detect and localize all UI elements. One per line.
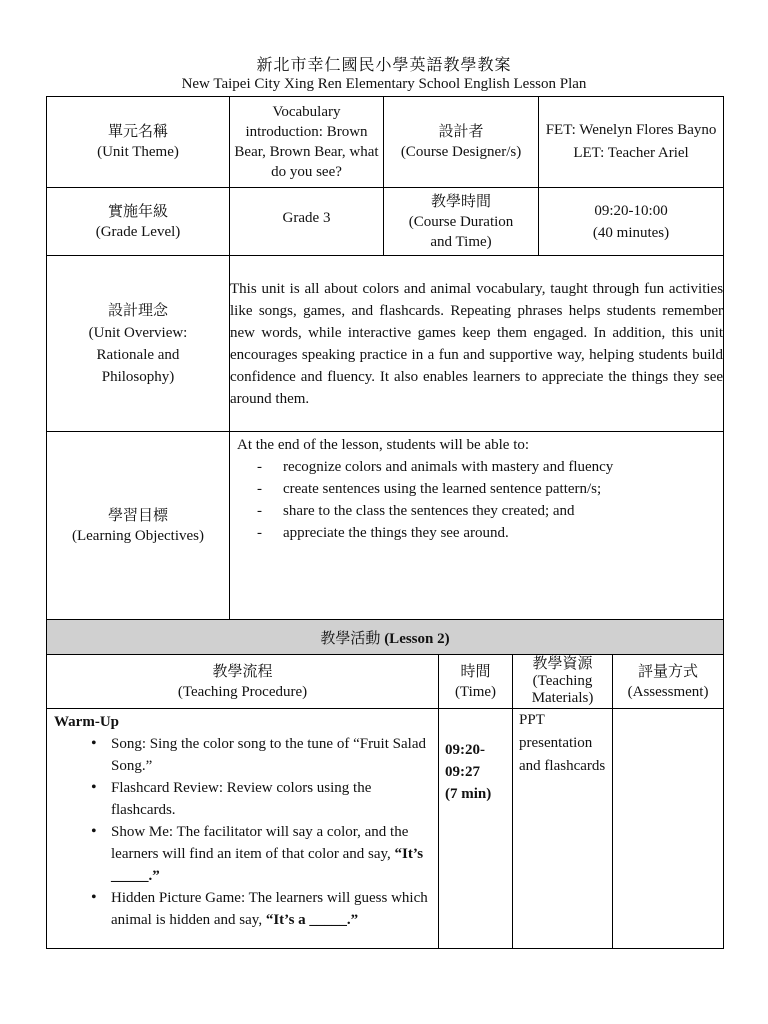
- materials-header: [513, 655, 613, 709]
- objective-item: - recognize colors and animals with mastery and fluency: [257, 456, 717, 478]
- assessment-header-en: (Assessment): [627, 683, 709, 700]
- warmup-time-start: 09:20-: [445, 742, 485, 758]
- hidden-picture-text: Hidden Picture Game: The learners will guess which animal is hidden and say,: [111, 890, 428, 928]
- warmup-item-flashcard: • Flashcard Review: Review colors using the flashcards.: [91, 777, 432, 821]
- hidden-picture-sentence: “It’s a _____.”: [265, 912, 359, 928]
- warmup-item-song: • Song: Sing the color song to the tune of “Fruit Salad Song.”: [91, 733, 432, 777]
- unit-theme-label-en: (Unit Theme): [97, 144, 179, 160]
- warmup-procedure: [47, 709, 439, 949]
- objective-item: - share to the class the sentences they created; and: [257, 500, 717, 522]
- row-grade-level: [47, 188, 724, 256]
- grade-label-cn: 實施年級: [107, 203, 168, 220]
- overview-label-cn: 設計理念: [107, 302, 168, 319]
- show-me-text: Show Me: The facilitator will say a color, and the learners will find an item of that color and say,: [111, 824, 409, 862]
- duration-label-cn: 教學時間: [431, 193, 492, 210]
- objectives-content: [230, 432, 724, 620]
- warmup-list: [54, 733, 432, 931]
- objective-item: - create sentences using the learned sentence pattern/s;: [257, 478, 717, 500]
- row-lesson-header: [47, 620, 724, 655]
- row-warm-up: [47, 709, 724, 949]
- overview-label-cell: [47, 256, 230, 432]
- objective-item: - appreciate the things they see around.: [257, 522, 717, 544]
- duration-time: 09:20-10:00: [594, 202, 668, 219]
- show-me-sentence: “It’s _____.”: [111, 846, 424, 884]
- designer-label-cn: 設計者: [438, 124, 484, 140]
- duration-label-cell: [384, 188, 539, 256]
- designer-label-cell: [384, 97, 539, 188]
- document-title-english: New Taipei City Xing Ren Elementary School English Lesson Plan: [181, 76, 587, 92]
- row-column-headers: [47, 655, 724, 709]
- procedure-header-en: (Teaching Procedure): [177, 683, 308, 700]
- designer-let: LET: Teacher Ariel: [573, 145, 689, 161]
- designer-value-cell: [539, 97, 724, 188]
- row-unit-overview: [47, 256, 724, 432]
- designer-fet: FET: Wenelyn Flores Bayno: [545, 122, 717, 138]
- duration-value-cell: [539, 188, 724, 256]
- objectives-intro: At the end of the lesson, students will be able to:: [237, 437, 530, 453]
- duration-minutes: (40 minutes): [592, 224, 670, 241]
- duration-label-en: (Course Duration and Time): [408, 213, 514, 250]
- lesson-plan-table: [46, 96, 724, 949]
- warmup-heading: Warm-Up: [54, 714, 119, 730]
- objectives-label-en: (Learning Objectives): [71, 527, 205, 544]
- designer-label-en: (Course Designer/s): [400, 144, 522, 160]
- row-learning-objectives: [47, 432, 724, 620]
- grade-label-cell: [47, 188, 230, 256]
- warmup-item-hidden-picture: [91, 887, 432, 931]
- warmup-assessment: [613, 709, 724, 949]
- warmup-time-end: 09:27: [445, 764, 480, 780]
- objectives-label-cn: 學習目標: [107, 507, 168, 524]
- warmup-time-duration: (7 min): [445, 786, 492, 802]
- assessment-header: [613, 655, 724, 709]
- lesson-label-cn: 教學活動: [320, 630, 381, 647]
- warmup-materials: PPT presentation and flashcards: [513, 709, 613, 949]
- row-unit-theme: [47, 97, 724, 188]
- procedure-header: [47, 655, 439, 709]
- lesson-label-en: (Lesson 2): [384, 630, 450, 647]
- lesson-header-cell: [47, 620, 724, 655]
- objectives-label-cell: [47, 432, 230, 620]
- unit-theme-label-cn: 單元名稱: [107, 124, 168, 140]
- time-header: [439, 655, 513, 709]
- overview-text: This unit is all about colors and animal vocabulary, taught through fun activities like songs, games, and flashcards. Repeating phrases helps students remember new words, while interactive games keep them engaged. In addition, this unit encourages speaking practice in a fun and supportive way, helping students build confidence and fluency. It also enables learners to appreciate the things they see around them.: [230, 256, 724, 432]
- unit-theme-label-cell: [47, 97, 230, 188]
- assessment-header-cn: 評量方式: [638, 663, 699, 680]
- warmup-time: [439, 709, 513, 949]
- unit-theme-value: Vocabulary introduction: Brown Bear, Brown Bear, what do you see?: [230, 97, 384, 188]
- grade-label-en: (Grade Level): [95, 223, 181, 240]
- time-header-en: (Time): [454, 683, 497, 700]
- grade-value: Grade 3: [230, 188, 384, 256]
- time-header-cn: 時間: [460, 663, 491, 680]
- procedure-header-cn: 教學流程: [212, 663, 273, 680]
- materials-header-en: (Teaching Materials): [531, 673, 594, 706]
- materials-header-cn: 教學資源: [532, 656, 593, 672]
- document-title-chinese: 新北市幸仁國民小學英語教學教案: [256, 57, 512, 74]
- overview-label-en: (Unit Overview: Rationale and Philosophy): [88, 324, 188, 385]
- warmup-item-show-me: [91, 821, 432, 887]
- objectives-list: [237, 456, 717, 544]
